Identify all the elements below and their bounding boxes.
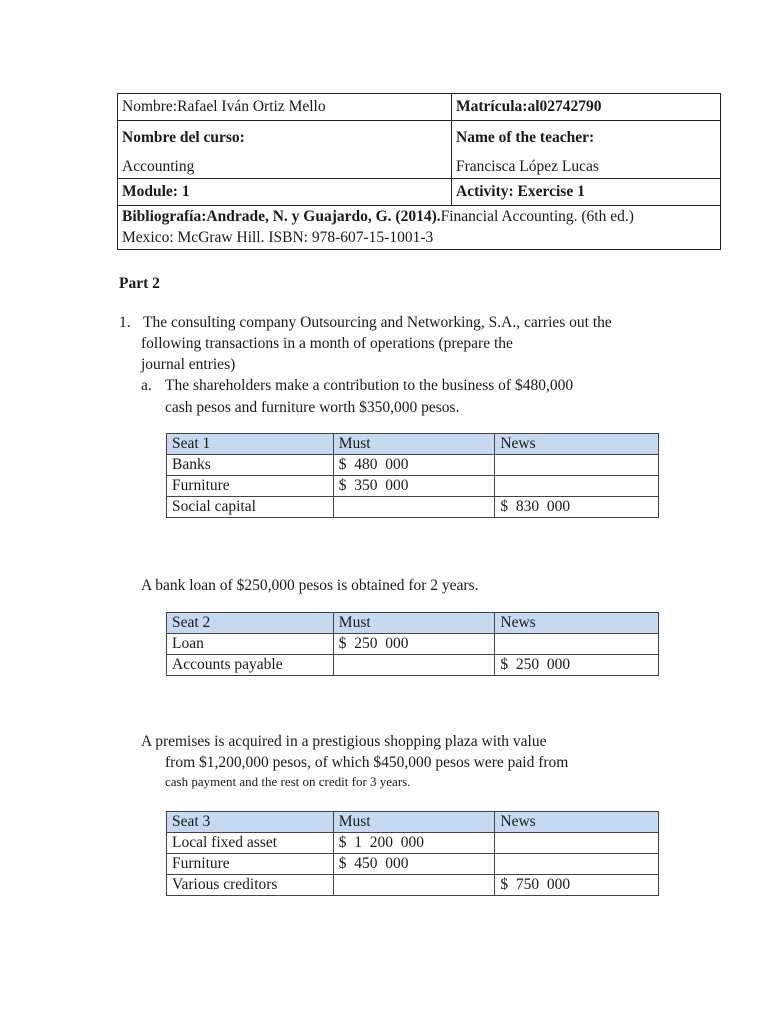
id-label: Matrícula: xyxy=(456,98,528,115)
account-cell: Accounts payable xyxy=(167,655,334,676)
activity-label: Activity: Exercise 1 xyxy=(456,183,585,200)
name-value: Rafael Iván Ortiz Mello xyxy=(177,98,326,115)
credit-cell xyxy=(495,634,659,655)
item-a-text-1: The shareholders make a contribution to the business of $480,000 xyxy=(165,377,574,394)
id-value: al02742790 xyxy=(527,98,602,115)
table-row xyxy=(167,655,659,676)
question-line-2: following transactions in a month of operations (prepare the xyxy=(141,335,513,352)
course-label: Nombre del curso: xyxy=(122,129,245,146)
student-id-cell xyxy=(452,94,721,121)
debit-cell xyxy=(333,875,495,896)
part-title: Part 2 xyxy=(119,275,160,292)
teacher-label: Name of the teacher: xyxy=(456,129,595,146)
header-cell: Must xyxy=(333,812,495,833)
credit-cell: $ 830 000 xyxy=(495,497,659,518)
table-row xyxy=(167,854,659,875)
header-cell: Seat 3 xyxy=(167,812,334,833)
teacher-cell xyxy=(452,121,721,179)
table-row xyxy=(167,455,659,476)
debit-cell xyxy=(333,655,495,676)
item-a-line-1 xyxy=(141,375,573,396)
header-table xyxy=(117,93,721,250)
module-cell xyxy=(118,179,452,206)
question-text-1: The consulting company Outsourcing and Networking, S.A., carries out the xyxy=(143,314,612,331)
seat-2-table xyxy=(166,612,659,676)
student-name-cell xyxy=(118,94,452,121)
table-header-row xyxy=(167,434,659,455)
seat-1-table xyxy=(166,433,659,518)
question-line-3: journal entries) xyxy=(141,356,236,373)
header-cell: Must xyxy=(333,434,495,455)
debit-cell xyxy=(333,497,495,518)
table-header-row xyxy=(167,613,659,634)
item-c-line-1: A premises is acquired in a prestigious shopping plaza with value xyxy=(141,733,547,750)
question-number: 1. xyxy=(119,314,131,331)
item-a-line-2: cash pesos and furniture worth $350,000 pesos. xyxy=(165,399,460,416)
activity-cell xyxy=(452,179,721,206)
account-cell: Various creditors xyxy=(167,875,334,896)
debit-cell: $ 1 200 000 xyxy=(333,833,495,854)
credit-cell: $ 250 000 xyxy=(495,655,659,676)
credit-cell xyxy=(495,476,659,497)
header-cell: News xyxy=(495,434,659,455)
header-cell: News xyxy=(495,613,659,634)
credit-cell xyxy=(495,833,659,854)
header-cell: Seat 1 xyxy=(167,434,334,455)
account-cell: Social capital xyxy=(167,497,334,518)
table-row xyxy=(167,833,659,854)
debit-cell: $ 450 000 xyxy=(333,854,495,875)
table-row xyxy=(167,497,659,518)
question-line-1 xyxy=(119,312,612,333)
table-row xyxy=(167,875,659,896)
course-cell xyxy=(118,121,452,179)
bibliography-line2: Mexico: McGraw Hill. ISBN: 978-607-15-1001-3 xyxy=(122,229,434,246)
debit-cell: $ 480 000 xyxy=(333,455,495,476)
table-row xyxy=(167,476,659,497)
credit-cell xyxy=(495,854,659,875)
account-cell: Furniture xyxy=(167,854,334,875)
item-c-line-2: from $1,200,000 pesos, of which $450,000 pesos were paid from xyxy=(165,754,569,771)
seat-3-table xyxy=(166,811,659,896)
module-label: Module: 1 xyxy=(122,183,190,200)
account-cell: Loan xyxy=(167,634,334,655)
item-b-line-1: A bank loan of $250,000 pesos is obtained for 2 years. xyxy=(141,577,479,594)
bibliography-bold: Bibliografía:Andrade, N. y Guajardo, G. (2014). xyxy=(122,208,441,225)
credit-cell: $ 750 000 xyxy=(495,875,659,896)
teacher-value: Francisca López Lucas xyxy=(456,158,599,175)
item-c-line-3: cash payment and the rest on credit for 3 years. xyxy=(165,774,411,789)
header-cell: News xyxy=(495,812,659,833)
account-cell: Furniture xyxy=(167,476,334,497)
course-value: Accounting xyxy=(122,158,195,175)
item-a-label: a. xyxy=(141,377,152,394)
table-header-row xyxy=(167,812,659,833)
table-row xyxy=(167,634,659,655)
bibliography-cell xyxy=(118,206,721,250)
credit-cell xyxy=(495,455,659,476)
header-cell: Seat 2 xyxy=(167,613,334,634)
account-cell: Banks xyxy=(167,455,334,476)
name-label: Nombre: xyxy=(122,98,178,115)
bibliography-title: Financial Accounting. (6th ed.) xyxy=(440,208,634,225)
header-cell: Must xyxy=(333,613,495,634)
debit-cell: $ 350 000 xyxy=(333,476,495,497)
account-cell: Local fixed asset xyxy=(167,833,334,854)
debit-cell: $ 250 000 xyxy=(333,634,495,655)
